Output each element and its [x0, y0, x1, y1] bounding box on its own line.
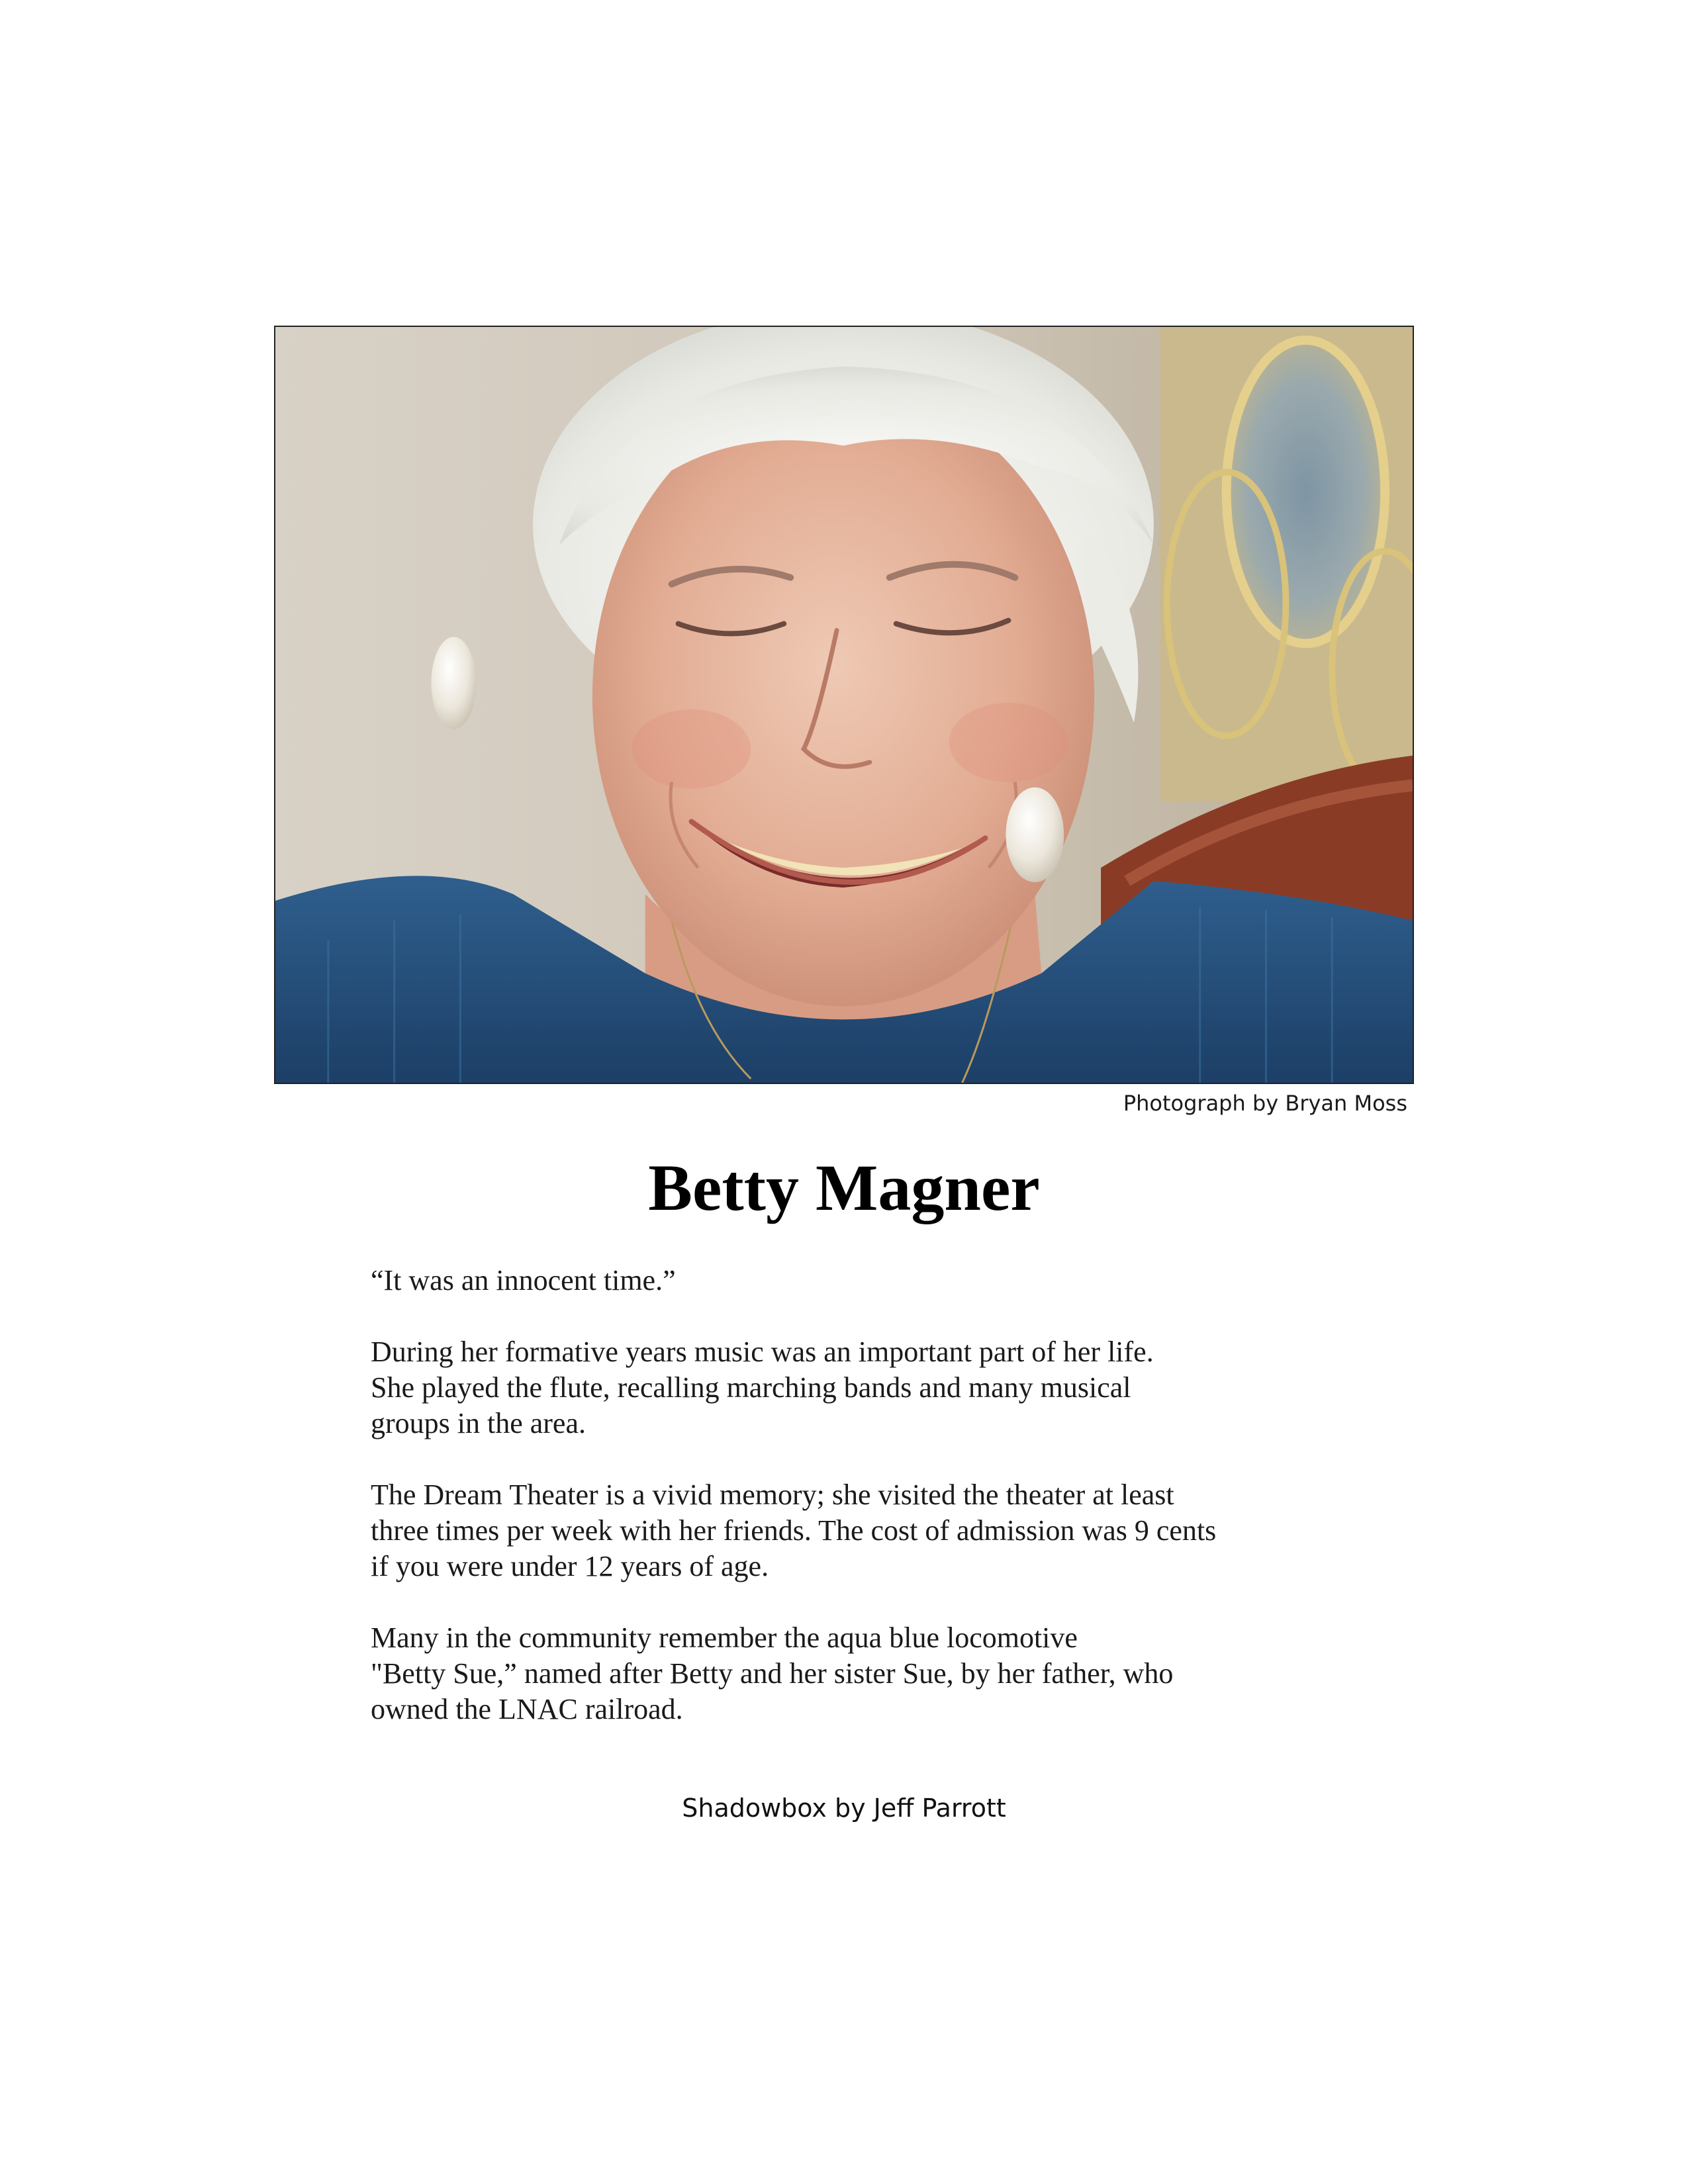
photo-credit: Photograph by Bryan Moss [1123, 1091, 1407, 1116]
music-paragraph: During her formative years music was an important part of her life. She played the flute, recalling marching bands and many musical groups in the area. [371, 1336, 1154, 1439]
locomotive-paragraph: Many in the community remember the aqua blue locomotive "Betty Sue,” named after Betty and her sister Sue, by her father, who owned the LNAC railroad. [371, 1621, 1174, 1725]
page-title: Betty Magner [648, 1151, 1040, 1224]
theater-paragraph: The Dream Theater is a vivid memory; she visited the theater at least three times per week with her friends. The cost of admission was 9 cents if you were under 12 years of age. [371, 1479, 1217, 1582]
portrait-image [275, 327, 1413, 1083]
shadowbox-credit: Shadowbox by Jeff Parrott [682, 1794, 1006, 1823]
portrait-photo [274, 326, 1414, 1084]
quote-paragraph: “It was an innocent time.” [371, 1264, 676, 1297]
biography-text [371, 1263, 1350, 1727]
